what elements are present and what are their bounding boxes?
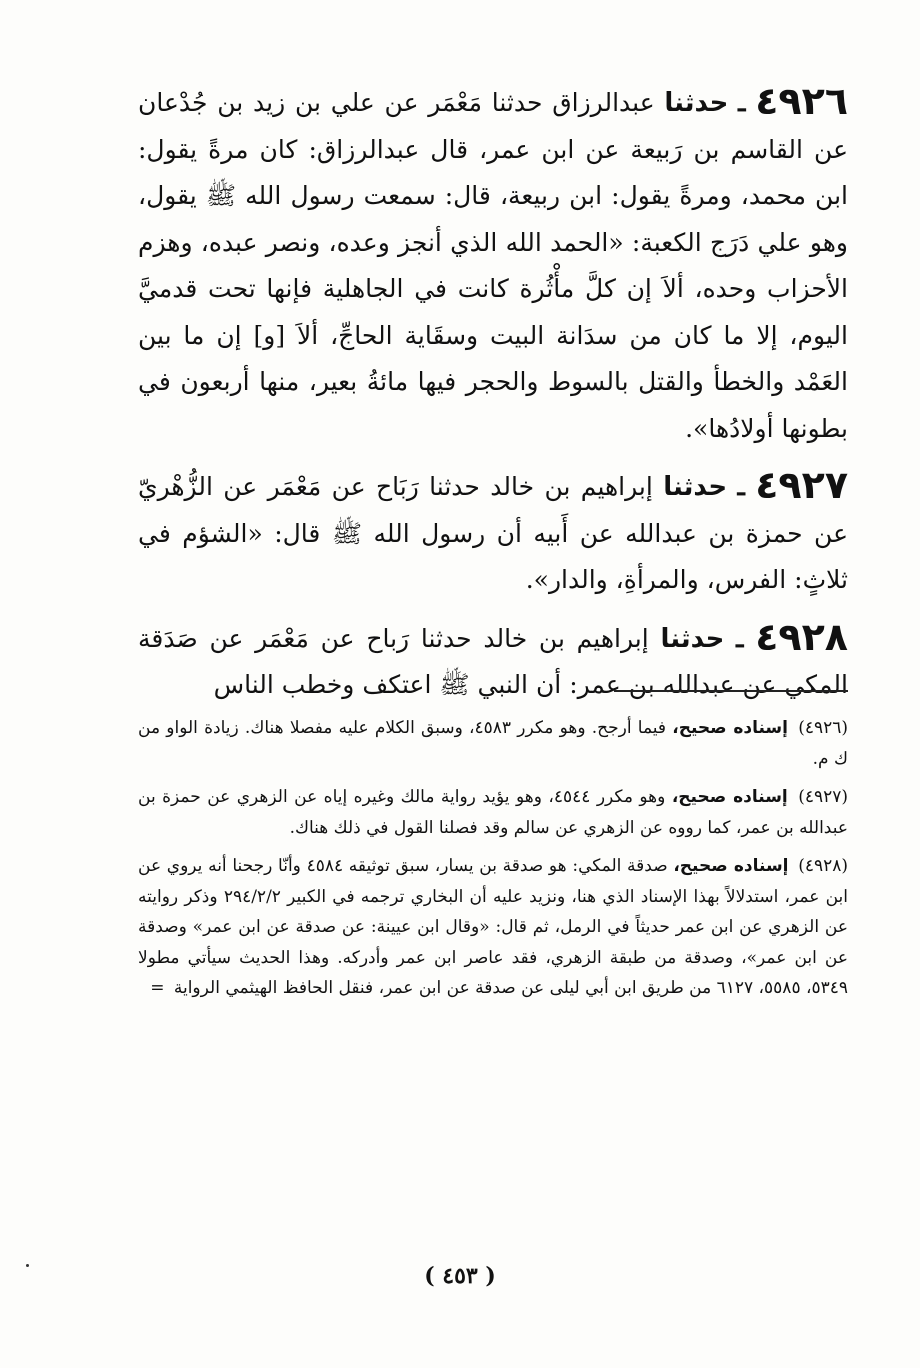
footnotes-block (138, 713, 848, 1012)
hadith-4928 (138, 614, 848, 709)
footnote-number: (٤٩٢٦) (798, 718, 848, 738)
footnote-4928 (138, 851, 848, 1004)
hadith-number: ٤٩٢٧ (755, 463, 849, 507)
continuation-mark: = (150, 978, 165, 998)
hadith-body: عبدالرزاق حدثنا مَعْمَر عن علي بن زيد بن جُدْعان عن القاسم بن رَبيعة عن ابن عمر، قال عبدالرزاق: كان مرةً يقول: ابن محمد، ومرةً يقول: ابن ربيعة، قال: سمعت رسول الله ﷺ يقول، وهو علي دَرَج الكعبة: «الحمد الله الذي أنجز وعده، ونصر عبده، وهزم الأحزاب وحده، ألاَ إن كلَّ مأْثُرة كانت في الجاهلية فإنها تحت قدميَّ اليوم، إلا ما كان من سدَانة البيت وسقَاية الحاجِّ، ألاَ [و] إن ما بين العَمْد والخطأ والقتل بالسوط والحجر فيها مائةُ بعير، منها أربعون في بطونها أولادُها». (138, 88, 848, 443)
dash: ـ (736, 623, 744, 653)
page-number: ( ٤٥٣ ) (424, 1263, 496, 1289)
hadith-number: ٤٩٢٦ (755, 79, 849, 123)
hadith-4927 (138, 462, 848, 604)
footnote-keyword: إسناده صحيح، (671, 787, 788, 807)
hadith-text-block (138, 78, 848, 719)
footnote-number: (٤٩٢٨) (798, 856, 848, 876)
hadith-body: إبراهيم بن خالد حدثنا رَبَاح عن مَعْمَر عن الزُّهْريّ عن حمزة بن عبدالله عن أَبيه أن رسول الله ﷺ قال: «الشؤم في ثلاثٍ: الفرس، والمرأةِ، والدار». (138, 472, 848, 594)
hadith-number: ٤٩٢٨ (755, 614, 848, 659)
footnote-number: (٤٩٢٧) (798, 787, 849, 807)
footnote-4927 (138, 782, 848, 843)
footnote-separator (614, 690, 848, 692)
footnote-body: صدقة المكي: هو صدقة بن يسار، سبق توثيقه ٤٥٨٤ وأنّا رجحنا أنه يروي عن ابن عمر، استدلالاً بهذا الإسناد الذي هنا، ونزيد عليه أن البخاري ترجمه في الكبير ٢٩٤/٢/٢ وذكر روايته عن الزهري عن ابن عمر حديثاً في الرمل، ثم قال: «وقال ابن عيينة: عن صدقة عن ابن عمر» وصدقة عن ابن عمر»، وصدقة من طبقة الزهري، فقد عاصر ابن عمر وأدركه. وهذا الحديث سيأتي مطولا ٥٣٤٩، ٥٥٨٥، ٦١٢٧ من طريق ابن أبي ليلى عن صدقة عن ابن عمر، فنقل الحافظ الهيثمي الرواية (138, 856, 848, 998)
dash: ـ (738, 88, 746, 117)
footnote-body: وهو مكرر ٤٥٤٤، وهو يؤيد رواية مالك وغيره إياه عن الزهري عن حمزة بن عبدالله بن عمر، كما رووه عن الزهري عن سالم وقد فصلنا القول في ذلك هناك. (138, 787, 848, 838)
narration-keyword: حدثنا (664, 88, 729, 118)
hadith-4926 (138, 78, 848, 452)
footnote-keyword: إسناده صحيح، (673, 856, 789, 876)
scan-speck (26, 1264, 29, 1267)
narration-keyword: حدثنا (660, 623, 725, 654)
footnote-body: فيما أرجح. وهو مكرر ٤٥٨٣، وسبق الكلام عليه مفصلا هناك. زيادة الواو من ك م. (138, 718, 848, 769)
footnote-4926 (138, 713, 848, 774)
dash: ـ (737, 472, 745, 501)
hadith-body: إبراهيم بن خالد حدثنا رَباح عن مَعْمَر عن صَدَقة المكي عن عبدالله بن عمر: أن النبي ﷺ اعتكف وخطب الناس (138, 623, 848, 699)
footnote-keyword: إسناده صحيح، (672, 718, 788, 738)
narration-keyword: حدثنا (663, 472, 728, 502)
